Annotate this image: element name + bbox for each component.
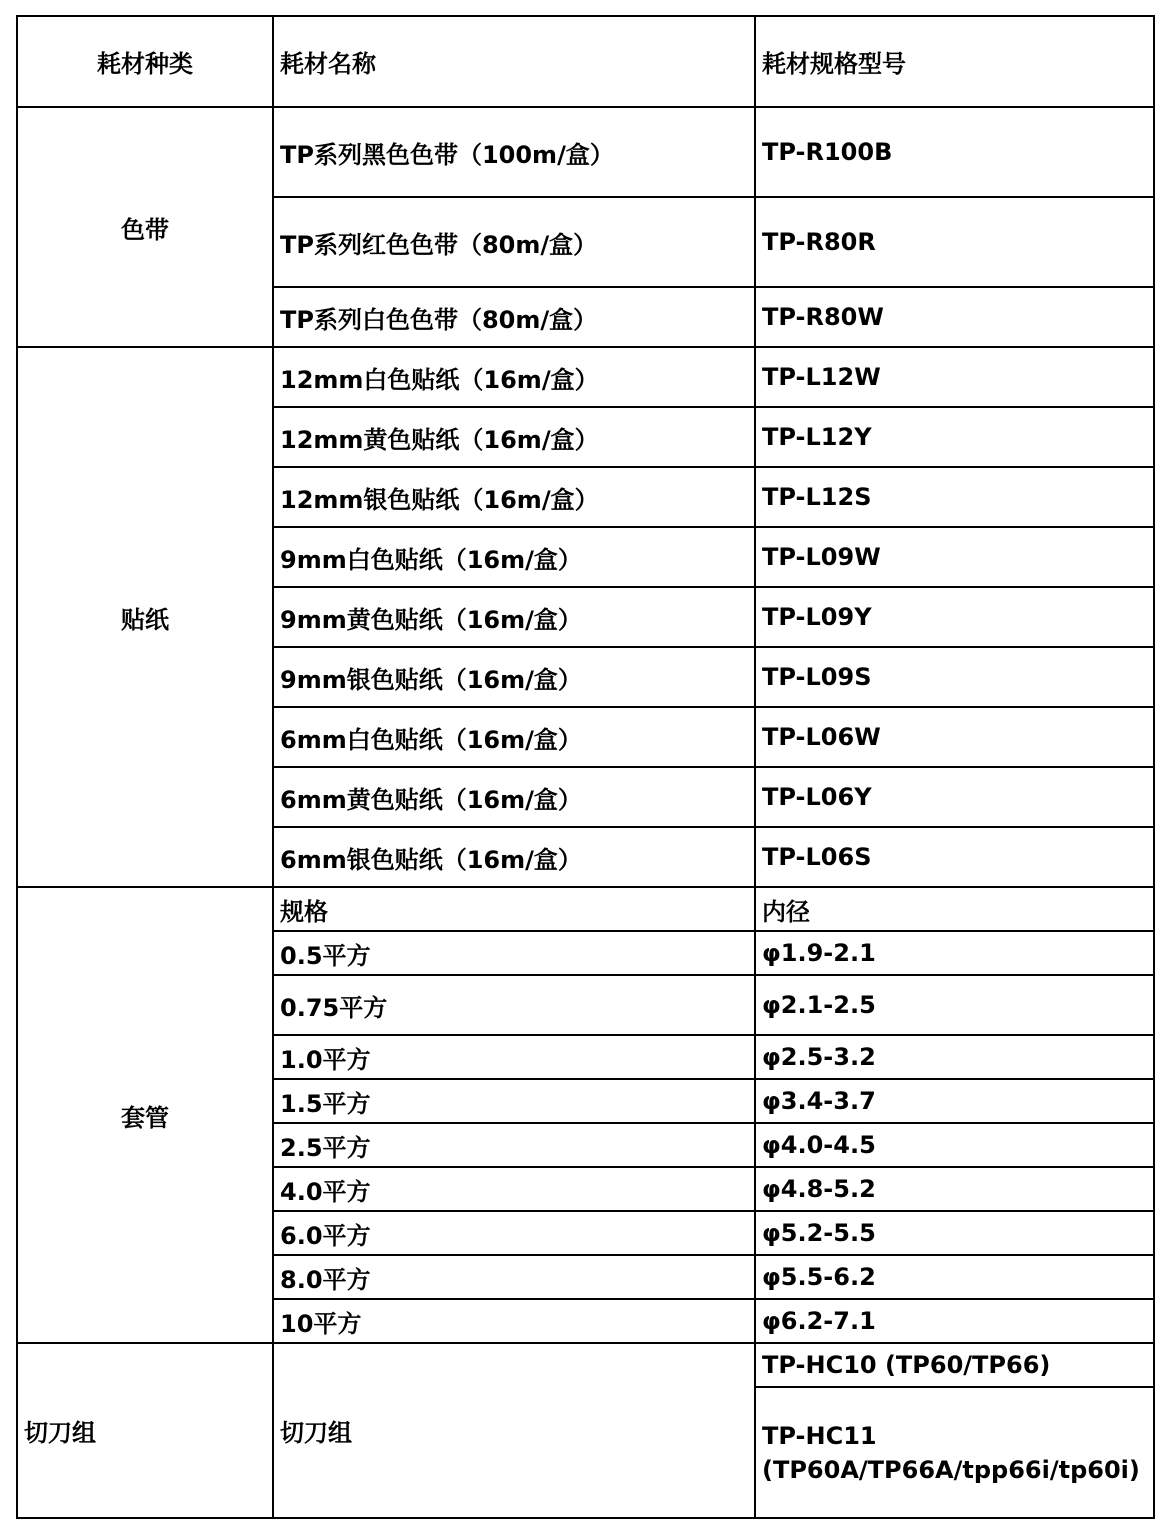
item-model: TP-R80R <box>755 197 1154 287</box>
sleeve-subheader-spec: 规格 <box>273 887 755 931</box>
item-name: 4.0平方 <box>273 1167 755 1211</box>
item-model: TP-R100B <box>755 107 1154 197</box>
item-name: 10平方 <box>273 1299 755 1343</box>
table-row <box>17 1343 1154 1387</box>
category-sleeve: 套管 <box>17 887 273 1343</box>
item-model: TP-HC11 (TP60A/TP66A/tpp66i/tp60i) <box>755 1387 1154 1518</box>
item-name: 6.0平方 <box>273 1211 755 1255</box>
header-row <box>17 16 1154 107</box>
item-model: TP-R80W <box>755 287 1154 347</box>
item-model: TP-L06Y <box>755 767 1154 827</box>
header-model: 耗材规格型号 <box>755 16 1154 107</box>
header-name: 耗材名称 <box>273 16 755 107</box>
category-cutter: 切刀组 <box>17 1343 273 1518</box>
table-row <box>17 887 1154 931</box>
table-row <box>17 107 1154 197</box>
table-row <box>17 347 1154 407</box>
item-model: φ1.9-2.1 <box>755 931 1154 975</box>
item-model: φ2.1-2.5 <box>755 975 1154 1035</box>
item-name: 12mm黄色贴纸（16m/盒） <box>273 407 755 467</box>
item-model: φ5.2-5.5 <box>755 1211 1154 1255</box>
item-model: φ4.0-4.5 <box>755 1123 1154 1167</box>
item-model: TP-L09S <box>755 647 1154 707</box>
item-name: 12mm白色贴纸（16m/盒） <box>273 347 755 407</box>
item-name: TP系列黑色色带（100m/盒） <box>273 107 755 197</box>
item-model: TP-L12Y <box>755 407 1154 467</box>
category-ribbon: 色带 <box>17 107 273 347</box>
item-name: 1.5平方 <box>273 1079 755 1123</box>
item-name: TP系列红色色带（80m/盒） <box>273 197 755 287</box>
item-model: TP-L06S <box>755 827 1154 887</box>
item-name: 切刀组 <box>273 1343 755 1518</box>
item-model: φ6.2-7.1 <box>755 1299 1154 1343</box>
item-model: φ3.4-3.7 <box>755 1079 1154 1123</box>
item-name: 6mm白色贴纸（16m/盒） <box>273 707 755 767</box>
item-name: 9mm黄色贴纸（16m/盒） <box>273 587 755 647</box>
item-name: 2.5平方 <box>273 1123 755 1167</box>
item-model: TP-L09Y <box>755 587 1154 647</box>
header-category: 耗材种类 <box>17 16 273 107</box>
item-model: TP-L09W <box>755 527 1154 587</box>
item-name: 6mm银色贴纸（16m/盒） <box>273 827 755 887</box>
item-model: TP-L06W <box>755 707 1154 767</box>
item-model: φ2.5-3.2 <box>755 1035 1154 1079</box>
item-name: 6mm黄色贴纸（16m/盒） <box>273 767 755 827</box>
category-label: 贴纸 <box>17 347 273 887</box>
item-model: TP-L12S <box>755 467 1154 527</box>
item-name: 8.0平方 <box>273 1255 755 1299</box>
item-name: 9mm白色贴纸（16m/盒） <box>273 527 755 587</box>
item-model: TP-L12W <box>755 347 1154 407</box>
consumables-table <box>16 15 1155 1519</box>
item-name: 9mm银色贴纸（16m/盒） <box>273 647 755 707</box>
sleeve-subheader-diameter: 内径 <box>755 887 1154 931</box>
item-model: φ4.8-5.2 <box>755 1167 1154 1211</box>
item-name: 1.0平方 <box>273 1035 755 1079</box>
item-model: TP-HC10 (TP60/TP66) <box>755 1343 1154 1387</box>
item-name: 0.5平方 <box>273 931 755 975</box>
item-name: 12mm银色贴纸（16m/盒） <box>273 467 755 527</box>
item-name: 0.75平方 <box>273 975 755 1035</box>
item-name: TP系列白色色带（80m/盒） <box>273 287 755 347</box>
item-model: φ5.5-6.2 <box>755 1255 1154 1299</box>
